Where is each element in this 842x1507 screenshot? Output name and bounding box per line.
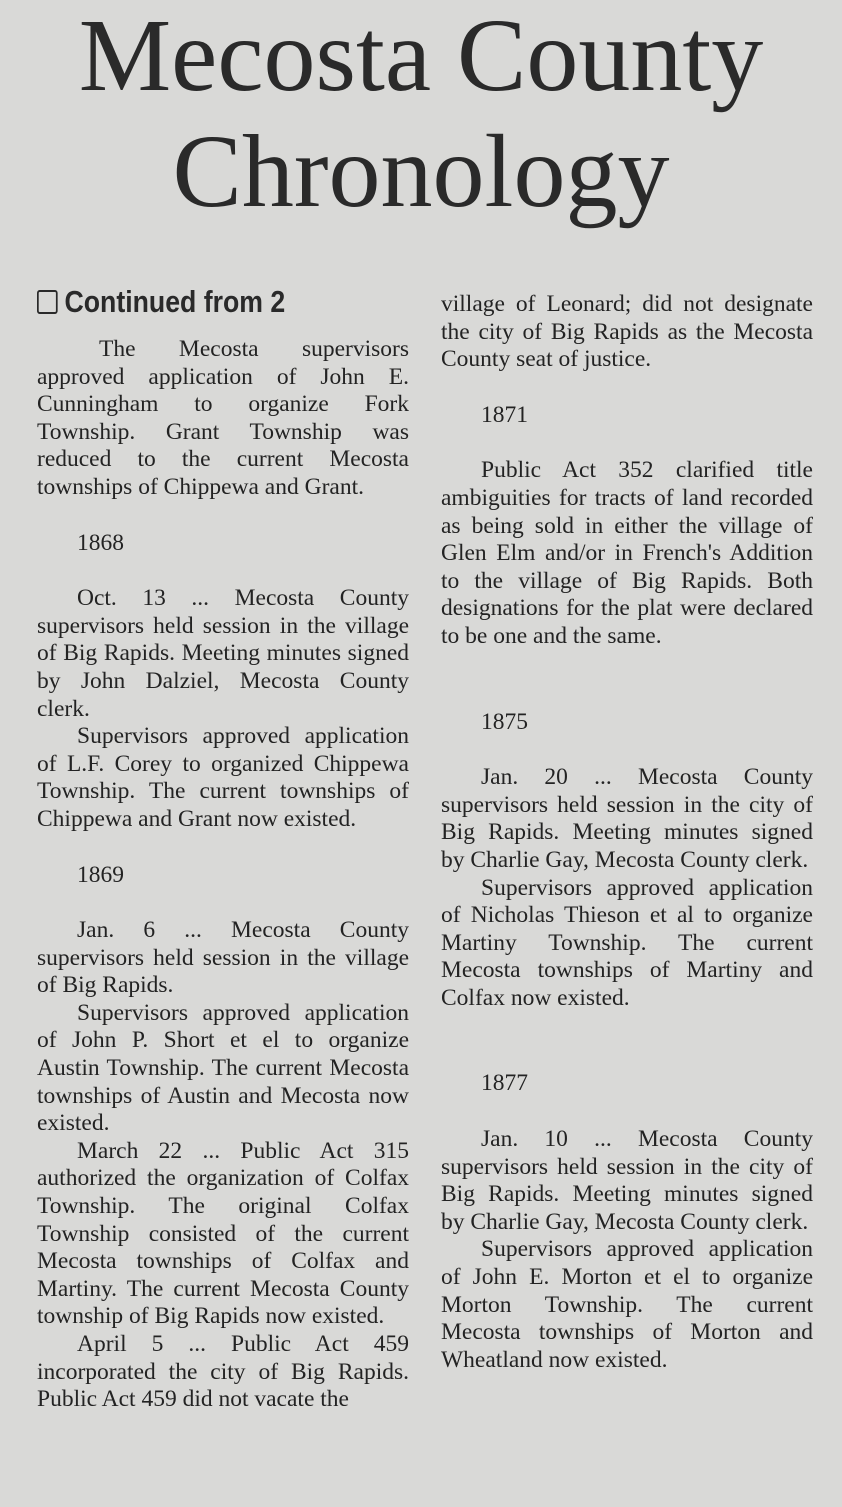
column-right [441, 291, 813, 1374]
continued-text: Continued from 2 [64, 284, 286, 319]
headline-line-2: Chronology [172, 114, 670, 229]
checkbox-icon [37, 290, 58, 314]
paragraph: Supervisors approved application of John P. Short et el to organize Austin Township. The current Mecosta townships of Austin and Mecosta now existed. [37, 999, 409, 1137]
paragraph: March 22 ... Public Act 315 authorized the organization of Colfax Township. The original Colfax Township consisted of the current Mecosta townships of Colfax and Martiny. The current Mecosta County township of Big Rapids now existed. [37, 1137, 409, 1330]
year-heading: 1868 [77, 529, 124, 556]
headline-line-1: Mecosta County [78, 0, 764, 113]
paragraph: Jan. 20 ... Mecosta County supervisors held session in the city of Big Rapids. Meeting minutes signed by Charlie Gay, Mecosta County clerk. [441, 764, 813, 873]
paragraph: Supervisors approved application of Nicholas Thieson et al to organize Martiny Township. The current Mecosta townships of Martiny and Colfax now existed. [441, 874, 813, 1011]
continued-label [37, 282, 357, 322]
paragraph: Jan. 10 ... Mecosta County supervisors held session in the city of Big Rapids. Meeting minutes signed by Charlie Gay, Mecosta County clerk. [441, 1126, 813, 1235]
paragraph: village of Leonard; did not designate the city of Big Rapids as the Mecosta County seat of justice. [441, 291, 813, 373]
paragraph: Public Act 352 clarified title ambiguities for tracts of land recorded as being sold in either the village of Glen Elm and/or in French's Addition to the village of Big Rapids. Both designations for the plat were declared to be one and the same. [441, 457, 813, 649]
column-left [37, 282, 409, 1414]
year-heading: 1871 [481, 401, 528, 428]
year-heading: 1875 [481, 708, 528, 735]
paragraph: The Mecosta supervisors approved application of John E. Cunningham to organize Fork Township. Grant Township was reduced to the current Mecosta townships of Chippewa and Grant. [37, 336, 409, 500]
paragraph: April 5 ... Public Act 459 incorporated the city of Big Rapids. Public Act 459 did not vacate the [37, 1331, 409, 1413]
paragraph: Supervisors approved application of John E. Morton et el to organize Morton Township. The current Mecosta townships of Morton and Wheatland now existed. [441, 1236, 813, 1373]
year-heading: 1877 [481, 1070, 528, 1097]
paragraph: Jan. 6 ... Mecosta County supervisors held session in the village of Big Rapids. [37, 917, 409, 999]
paragraph: Oct. 13 ... Mecosta County supervisors held session in the village of Big Rapids. Meeting minutes signed by John Dalziel, Mecosta County clerk. [37, 585, 409, 722]
paragraph: Supervisors approved application of L.F. Corey to organized Chippewa Township. The current townships of Chippewa and Grant now existed. [37, 723, 409, 832]
year-heading: 1869 [77, 861, 124, 888]
